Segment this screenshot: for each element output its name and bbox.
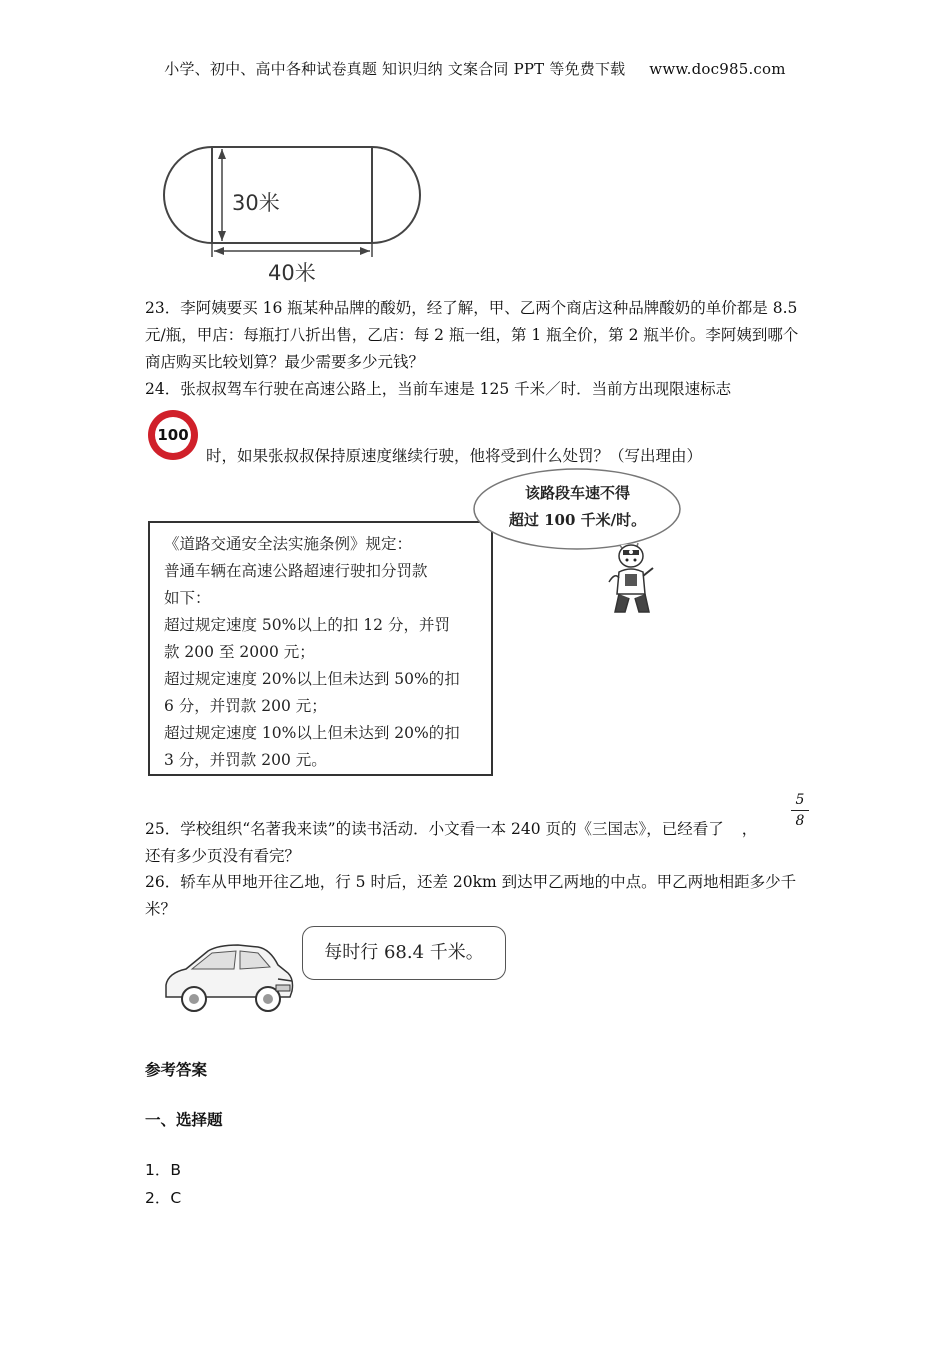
width-label: 30米 [232,191,280,215]
page-header [0,58,950,79]
length-arrow-right [360,247,370,255]
rule-line: 超过规定速度 10%以上但未达到 20%的扣 [164,724,460,742]
length-label: 40米 [268,261,316,285]
rule-line: 超过规定速度 20%以上但未达到 50%的扣 [164,670,460,688]
question-23: 23．李阿姨要买 16 瓶某种品牌的酸奶，经了解，甲、乙两个商店这种品牌酸奶的单价都是 8.5 元/瓶，甲店：每瓶打八折出售，乙店：每 2 瓶一组，第 1 瓶全价，第 2 瓶半价。李阿姨到哪个商店购买比较划算？最少需要多少元钱？ [145,299,799,371]
header-url: www.doc985.com [649,60,786,78]
car-illustration [158,935,298,1020]
track-outline [164,147,420,243]
question-25-line1 [145,816,810,843]
rule-line: 款 200 至 2000 元； [164,643,315,661]
question-26: 26．轿车从甲地开往乙地，行 5 时后，还差 20km 到达甲乙两地的中点。甲乙两地相距多少千米？ [145,873,797,918]
car-speech-bubble: 每时行 68.4 千米。 [302,926,506,980]
answer-item: 2．C [145,1189,182,1207]
q25-text: 25．学校组织“名著我来读”的读书活动．小文看一本 240 页的《三国志》，已经看了 [145,820,724,838]
rule-line: 3 分，并罚款 200 元。 [164,751,327,769]
header-text: 小学、初中、高中各种试卷真题 知识归纳 文案合同 PPT 等免费下载 [164,60,626,78]
q25-comma: ， [741,820,758,838]
fraction-bar [791,810,809,811]
rule-line: 普通车辆在高速公路超速行驶扣分罚款 [164,562,428,580]
answer-item: 1．B [145,1161,181,1179]
rule-line: 如下： [164,589,211,607]
police-officer-illustration [605,542,660,617]
answers-section-1: 一、选择题 [145,1111,223,1129]
fraction-numerator: 5 [795,792,805,808]
track-figure [160,135,425,285]
width-arrow-top [218,149,226,159]
rule-line: 6 分，并罚款 200 元； [164,697,327,715]
bubble-line-1: 该路段车速不得 [524,484,630,502]
rule-line: 超过规定速度 50%以上的扣 12 分，并罚 [164,616,450,634]
speed-limit-sign [148,410,198,460]
answers-title: 参考答案 [145,1061,208,1079]
length-arrow-left [214,247,224,255]
question-25-line2: 还有多少页没有看完？ [145,847,301,865]
rule-line: 《道路交通安全法实施条例》规定： [164,535,413,553]
traffic-rules-box [148,521,493,776]
bubble-line-2: 超过 100 千米/时。 [508,511,647,529]
width-arrow-bottom [218,231,226,241]
question-24-line2: 时，如果张叔叔保持原速度继续行驶，他将受到什么处罚？（写出理由） [206,447,703,465]
fraction-denominator: 8 [795,813,805,829]
question-24-line1: 24．张叔叔驾车行驶在高速公路上，当前车速是 125 千米／时．当前方出现限速标志 [145,380,732,398]
speed-limit-value: 100 [155,417,191,453]
police-bubble-text [490,480,665,534]
